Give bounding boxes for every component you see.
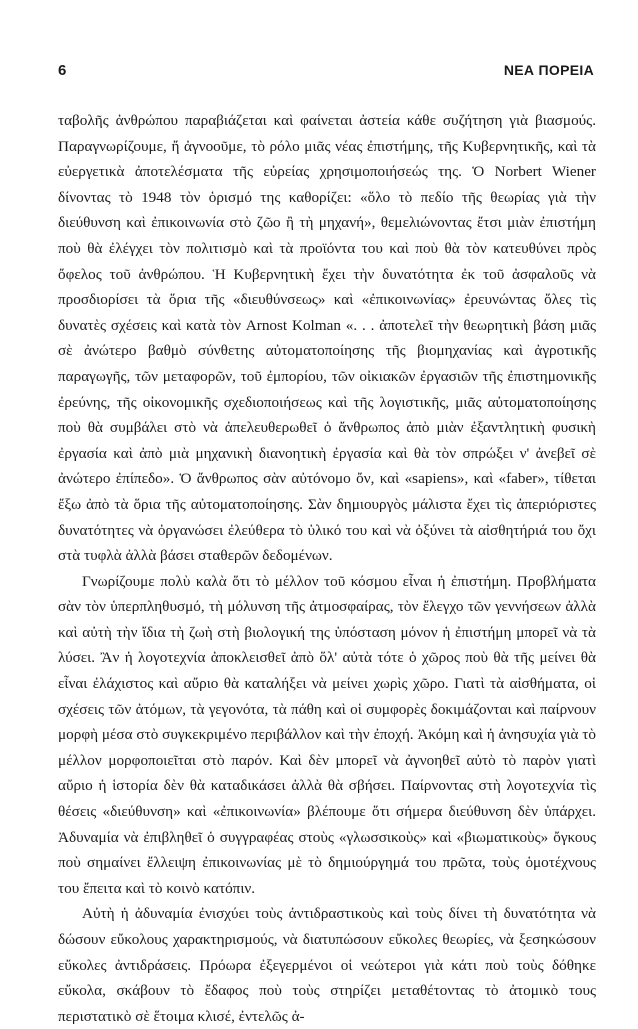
page-number: 6 xyxy=(58,62,67,79)
paragraph: Αὐτὴ ἡ ἀδυναμία ἐνισχύει τοὺς ἀντιδραστικοὺς καὶ τοὺς δίνει τὴ δυνατότητα νὰ δώσουν εὔκολους χαρακτηρισμούς, νὰ διατυπώσουν εὔκολες θεωρίες, νὰ ξεσηκώσουν εὔκολες ἀντιδράσεις. Πρόωρα ἐξεγερμένοι οἱ νεώτεροι γιὰ κάτι ποὺ τοὺς δόθηκε εὔκολα, σκάβουν τὸ ἔδαφος ποὺ τοὺς στηρίζει μεταθέτοντας τὸ ἀτομικὸ τους περιστατικὸ σὲ ἕτοιμα κλισέ, ἐντελῶς ἀ- xyxy=(58,905,596,1025)
paragraph: ταβολῆς ἀνθρώπου παραβιάζεται καὶ φαίνεται ἀστεία κάθε συζήτηση γιὰ βιασμούς. Παραγνωρίζουμε, ἤ ἀγνοοῦμε, τὸ ρόλο μιᾶς νέας ἐπιστήμης, τῆς Κυβερνητικῆς, καὶ τὰ εὐεργετικὰ ἀποτελέσματα τῆς εὐρείας χρησιμοποιήσεώς της. Ὁ Norbert Wiener δίνοντας τὸ 1948 τὸν ὁρισμό της καθορίζει: «ὅλο τὸ πεδίο τῆς θεωρίας γιὰ τὴν διεύθυνση καὶ ἐπικοινωνία στὸ ζῶο ἢ τὴ μηχανή», θεμελιώνοντας ἔτσι μιὰν ἐπιστήμη ποὺ θὰ ἐλέγχει τὸν πολιτισμὸ καὶ τὰ προϊόντα του καὶ ποὺ θὰ τὸν κατευθύνει πρὸς ὄφελος τοῦ ἀνθρώπου. Ἡ Κυβερνητικὴ ἔχει τὴν δυνατότητα ἐκ τοῦ ἀσφαλοῦς νὰ προσδιορίσει τὰ ὅρια τῆς «διευθύνσεως» καὶ «ἐπικοινωνίας» ἐρευνώντας ὅλες τὶς δυνατὲς σχέσεις καὶ κατὰ τὸν Arnost Kolman «. . . ἀποτελεῖ τὴν θεωρητικὴ βάση μιᾶς σὲ ἀνώτερο βαθμὸ σύνθετης αὐτοματοποίησης τῆς βιομηχανίας καὶ ἀγροτικῆς παραγωγῆς, τῶν μεταφορῶν, τοῦ ἐμπορίου, τῶν οἰκιακῶν ἐργασιῶν τῆς ἐπιστημονικῆς ἐρεύνης, τῆς οἰκονομικῆς σχεδιοποιήσεως καὶ τῆς λογιστικῆς, μιᾶς αὐτοματοποίησης ποὺ θὰ συμβάλει στὸ νὰ ἀπελευθερωθεῖ ὁ ἄνθρωπος ἀπὸ μιὰν ἐξαντλητικὴ φυσικὴ ἐργασία καὶ ἀπὸ μιὰ μηχανικὴ διανοητικὴ ἐργασία καὶ θὰ τὸν σπρώξει ν' ἀνεβεῖ σὲ ἀνώτερο ἐπίπεδο». Ὁ ἄνθρωπος σὰν αὐτόνομο ὄν, καὶ «sapiens», καὶ «faber», τίθεται ἔξω ἀπὸ τὰ ὅρια τῆς αὐτοματοποίησης. Σὰν δημιουργὸς μάλιστα ἔχει τὶς ἀπεριόριστες δυνατότητες νὰ ὀργανώσει ἐλεύθερα τὸ ὑλικό του καὶ νὰ ὀξύνει τὰ αἰσθητήριά του ὄχι στὰ τυφλὰ ἀλλὰ βάσει σταθερῶν δεδομένων. xyxy=(58,112,596,565)
running-head: ΝΕΑ ΠΟΡΕΙΑ xyxy=(503,62,594,78)
page-header xyxy=(58,62,594,86)
paragraph: Γνωρίζουμε πολὺ καλὰ ὅτι τὸ μέλλον τοῦ κόσμου εἶναι ἡ ἐπιστήμη. Προβλήματα σὰν τὸν ὑπερπληθυσμό, τὴ μόλυνση τῆς ἀτμοσφαίρας, τὸν ἔλεγχο τῶν γεννήσεων ἀλλὰ καὶ αὐτὴ τὴν ἴδια τὴ ζωὴ στὴ βιολογική της ὑπόσταση μόνον ἡ ἐπιστήμη μπορεῖ νὰ τὰ λύσει. Ἂν ἡ λογοτεχνία ἀποκλεισθεῖ ἀπὸ ὅλ' αὐτὰ τότε ὁ χῶρος ποὺ θὰ τῆς μείνει θὰ εἶναι ἐλάχιστος καὶ αὔριο θὰ καταλήξει νὰ μείνει χωρὶς χῶρο. Γιατὶ τὰ αἰσθήματα, οἱ σχέσεις τῶν ἀτόμων, τὰ γεγονότα, τὰ πάθη καὶ οἱ συμφορὲς δοκιμάζονται καὶ παίρνουν μορφὴ μέσα στὸ συγκεκριμένο περιβάλλον καὶ τὴν ἐποχή. Ἀκόμη καὶ ἡ ἀνησυχία γιὰ τὸ μέλλον μορφοποιεῖται στὸ παρόν. Καὶ δὲν μπορεῖ νὰ ἀγνοηθεῖ αὐτὸ τὸ παρὸν γιατὶ αὔριο ἡ ἱστορία δὲν θὰ καταδικάσει ἀλλὰ θὰ σβήσει. Παίρνοντας στὴ λογοτεχνία τὶς θέσεις «διεύθυνση» καὶ «ἐπικοινωνία» βλέπουμε ὅτι σήμερα διεύθυνση δὲν ὑπάρχει. Ἀδυναμία νὰ ἐπιβληθεῖ ὁ συγγραφέας στοὺς «γλωσσικοὺς» καὶ «βιωματικοὺς» ὄγκους ποὺ σημαίνει ἔλλειψη ἐπικοινωνίας μὲ τὸ δημιούργημά του πρῶτα, τοὺς ὁμοτέχνους του ἔπειτα καὶ τὸ κοινὸ κατόπιν. xyxy=(58,572,596,897)
body-text xyxy=(58,108,596,1029)
